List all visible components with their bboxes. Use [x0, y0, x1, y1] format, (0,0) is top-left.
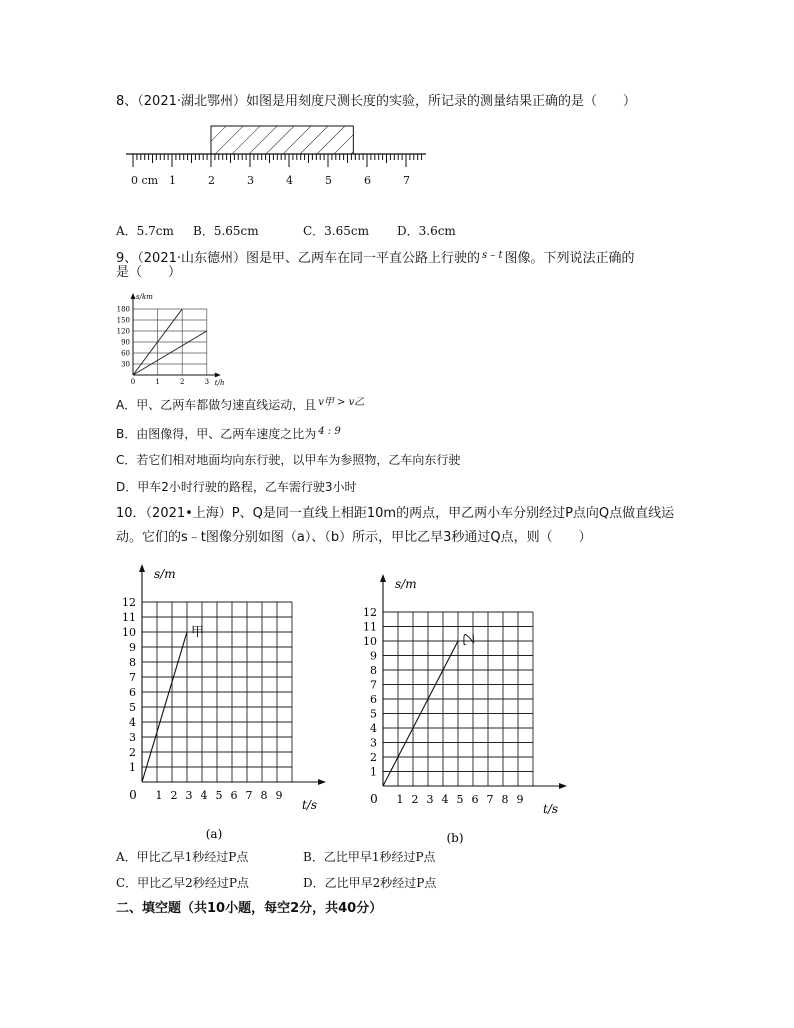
- graph-b-y-tick-label: 10: [363, 635, 377, 648]
- graph-a-x-tick-label: 7: [245, 789, 253, 802]
- y-tick-label: 120: [116, 327, 130, 336]
- graph-a-x-tick-label: 2: [170, 789, 178, 802]
- graph-b-x-tick-label: 6: [471, 793, 479, 806]
- graph-b-caption: (b): [446, 831, 464, 845]
- ruler-label: 6: [364, 174, 371, 187]
- graph-a-y-tick-label: 9: [129, 641, 136, 654]
- graph-b-y-tick-label: 2: [370, 751, 377, 764]
- q10-graph-b-svg: [355, 560, 585, 850]
- graph-b-y-tick-label: 11: [363, 620, 377, 634]
- graph-b-y-axis-label: s/m: [395, 577, 417, 591]
- ruler-label: 3: [247, 174, 254, 187]
- q10-stem-line1: 10．（2021•上海）P、Q是同一直线上相距10m的两点，甲乙两小车分别经过P点向Q点做直线运: [116, 506, 675, 521]
- x-tick-label: 1: [155, 378, 160, 386]
- q9-graph-svg: [110, 281, 235, 387]
- x-tick-label: 3: [204, 378, 210, 386]
- q9-stem-text: 9、（2021·山东德州）图是甲、乙两车在同一平直公路上行驶的: [116, 251, 480, 266]
- graph-a-y-tick-label: 6: [129, 686, 136, 699]
- q10-option-b[interactable]: B．乙比甲早1秒经过P点: [303, 850, 436, 864]
- graph-a-x-tick-label: 1: [155, 789, 163, 802]
- graph-b-x-tick-label: 3: [426, 793, 434, 806]
- ruler-label: 5: [325, 174, 332, 187]
- graph-a-x-tick-label: 9: [275, 789, 283, 802]
- y-tick-label: 60: [121, 349, 130, 358]
- q8-stem: 8、（2021·湖北鄂州）如图是用刻度尺测长度的实验，所记录的测量结果正确的是（ ）: [116, 94, 636, 109]
- graph-a-y-tick-label: 3: [129, 731, 136, 744]
- q9-option-d[interactable]: D．甲车2小时行驶的路程，乙车需行驶3小时: [116, 480, 357, 494]
- y-tick-label: 150: [116, 316, 130, 325]
- graph-a-series-label: 甲: [191, 625, 205, 640]
- graph-a-y-tick-label: 8: [129, 656, 136, 669]
- q10-graph-a: [110, 560, 340, 850]
- graph-b-y-tick-label: 6: [370, 693, 377, 706]
- graph-b-y-tick-label: 3: [370, 736, 377, 750]
- graph-b-y-tick-label: 4: [370, 722, 377, 735]
- graph-b-x-tick-label: 7: [486, 793, 494, 806]
- q10-option-a[interactable]: A．甲比乙早1秒经过P点: [116, 850, 249, 864]
- q9-option-c[interactable]: C．若它们相对地面均向东行驶，以甲车为参照物，乙车向东行驶: [116, 453, 461, 467]
- graph-a-y-axis-label: s/m: [154, 567, 176, 581]
- ruler-label: 0 cm: [131, 174, 159, 187]
- q9-option-b-text: B．由图像得，甲、乙两车速度之比为: [116, 427, 317, 441]
- graph-b-y-tick-label: 7: [370, 678, 377, 692]
- graph-b-series-label: 乙: [460, 633, 475, 647]
- y-tick-label: 180: [116, 305, 130, 314]
- q9-option-a-text: A．甲、乙两车都做匀速直线运动，且: [116, 398, 317, 412]
- q9-stem-line1: [116, 248, 635, 267]
- q9-stem-text-end: 图像。下列说法正确的: [504, 251, 635, 266]
- graph-a-y-tick-label: 1: [129, 761, 136, 774]
- graph-a-x-tick-label: 5: [215, 789, 223, 802]
- graph-a-origin-label: 0: [129, 788, 137, 802]
- x-tick-label: 0: [130, 378, 136, 386]
- graph-b-y-tick-label: 12: [363, 606, 377, 619]
- graph-a-y-axis-arrow: [139, 564, 145, 572]
- graph-b-x-axis-label: t/s: [543, 802, 559, 816]
- graph-a-y-tick-label: 10: [122, 626, 136, 639]
- ruler-label: 4: [286, 174, 293, 187]
- q8-option-c[interactable]: C．3.65cm: [303, 224, 370, 238]
- q9-stem-line2: 是（ ）: [116, 265, 182, 280]
- y-tick-label: 30: [121, 360, 130, 369]
- q10-option-d[interactable]: D．乙比甲早2秒经过P点: [303, 876, 437, 890]
- ruler: [126, 124, 426, 200]
- graph-b-origin-label: 0: [370, 792, 378, 806]
- x-tick-label: 2: [179, 378, 185, 386]
- graph-a-x-tick-label: 3: [185, 789, 193, 802]
- graph-b-x-axis-arrow: [559, 783, 567, 789]
- graph-b-x-tick-label: 8: [501, 793, 509, 806]
- graph-a-y-tick-label: 2: [129, 746, 136, 759]
- ruler-label: 1: [169, 174, 176, 187]
- graph-a-y-tick-label: 5: [129, 701, 136, 714]
- graph-b-x-tick-label: 4: [441, 793, 449, 806]
- graph-a-y-tick-label: 12: [122, 596, 136, 609]
- graph-a-y-tick-label: 7: [129, 671, 136, 684]
- graph-b-y-tick-label: 1: [370, 765, 377, 779]
- graph-b-x-tick-label: 1: [396, 793, 404, 806]
- graph-b-y-axis-arrow: [380, 574, 386, 582]
- y-axis-label: s/km: [136, 293, 153, 301]
- q9-option-a-math: v甲 > v乙: [318, 397, 365, 408]
- q8-option-d[interactable]: D．3.6cm: [397, 224, 456, 238]
- graph-a-caption: (a): [205, 827, 223, 841]
- y-tick-label: 90: [121, 338, 130, 347]
- ruler-label: 2: [208, 174, 215, 187]
- q8-ruler-figure: [126, 124, 426, 200]
- graph-b-x-tick-label: 2: [411, 793, 419, 806]
- graph-a-x-axis-label: t/s: [302, 798, 318, 812]
- q9-st-graph: [110, 281, 235, 387]
- q8-option-a[interactable]: A．5.7cm: [116, 224, 174, 238]
- graph-b-x-tick-label: 9: [516, 793, 524, 806]
- x-axis-label: t/h: [214, 379, 225, 387]
- y-axis-arrow: [131, 293, 136, 299]
- q10-graph-b: [355, 560, 585, 850]
- graph-a-x-tick-label: 6: [230, 789, 238, 802]
- graph-a-x-tick-label: 8: [260, 789, 268, 802]
- graph-a-x-axis-arrow: [318, 779, 326, 785]
- q10-graph-a-svg: [110, 560, 340, 850]
- measured-object: [211, 126, 353, 154]
- graph-a-y-tick-label: 11: [122, 611, 136, 624]
- graph-b-x-tick-label: 5: [456, 793, 464, 806]
- x-axis-arrow: [215, 373, 221, 378]
- ruler-label: 7: [403, 174, 410, 187]
- q9-option-b[interactable]: [116, 424, 343, 442]
- q8-option-b[interactable]: B．5.65cm: [193, 224, 259, 238]
- q9-stem-math: s – t: [482, 250, 503, 261]
- section-2-heading: 二、填空题（共10小题，每空2分，共40分）: [116, 901, 383, 916]
- q9-option-b-math: 4 : 9: [318, 426, 341, 437]
- graph-b-y-tick-label: 5: [370, 707, 377, 721]
- q10-option-c[interactable]: C．甲比乙早2秒经过P点: [116, 876, 249, 890]
- graph-b-y-tick-label: 8: [370, 664, 377, 677]
- q9-option-a[interactable]: [116, 395, 366, 413]
- graph-b-y-tick-label: 9: [370, 649, 377, 663]
- q10-stem-line2: 动。它们的s﹣t图像分别如图（a）、（b）所示，甲比乙早3秒通过Q点，则（ ）: [116, 530, 592, 545]
- graph-a-x-tick-label: 4: [200, 789, 208, 802]
- graph-a-y-tick-label: 4: [129, 716, 136, 729]
